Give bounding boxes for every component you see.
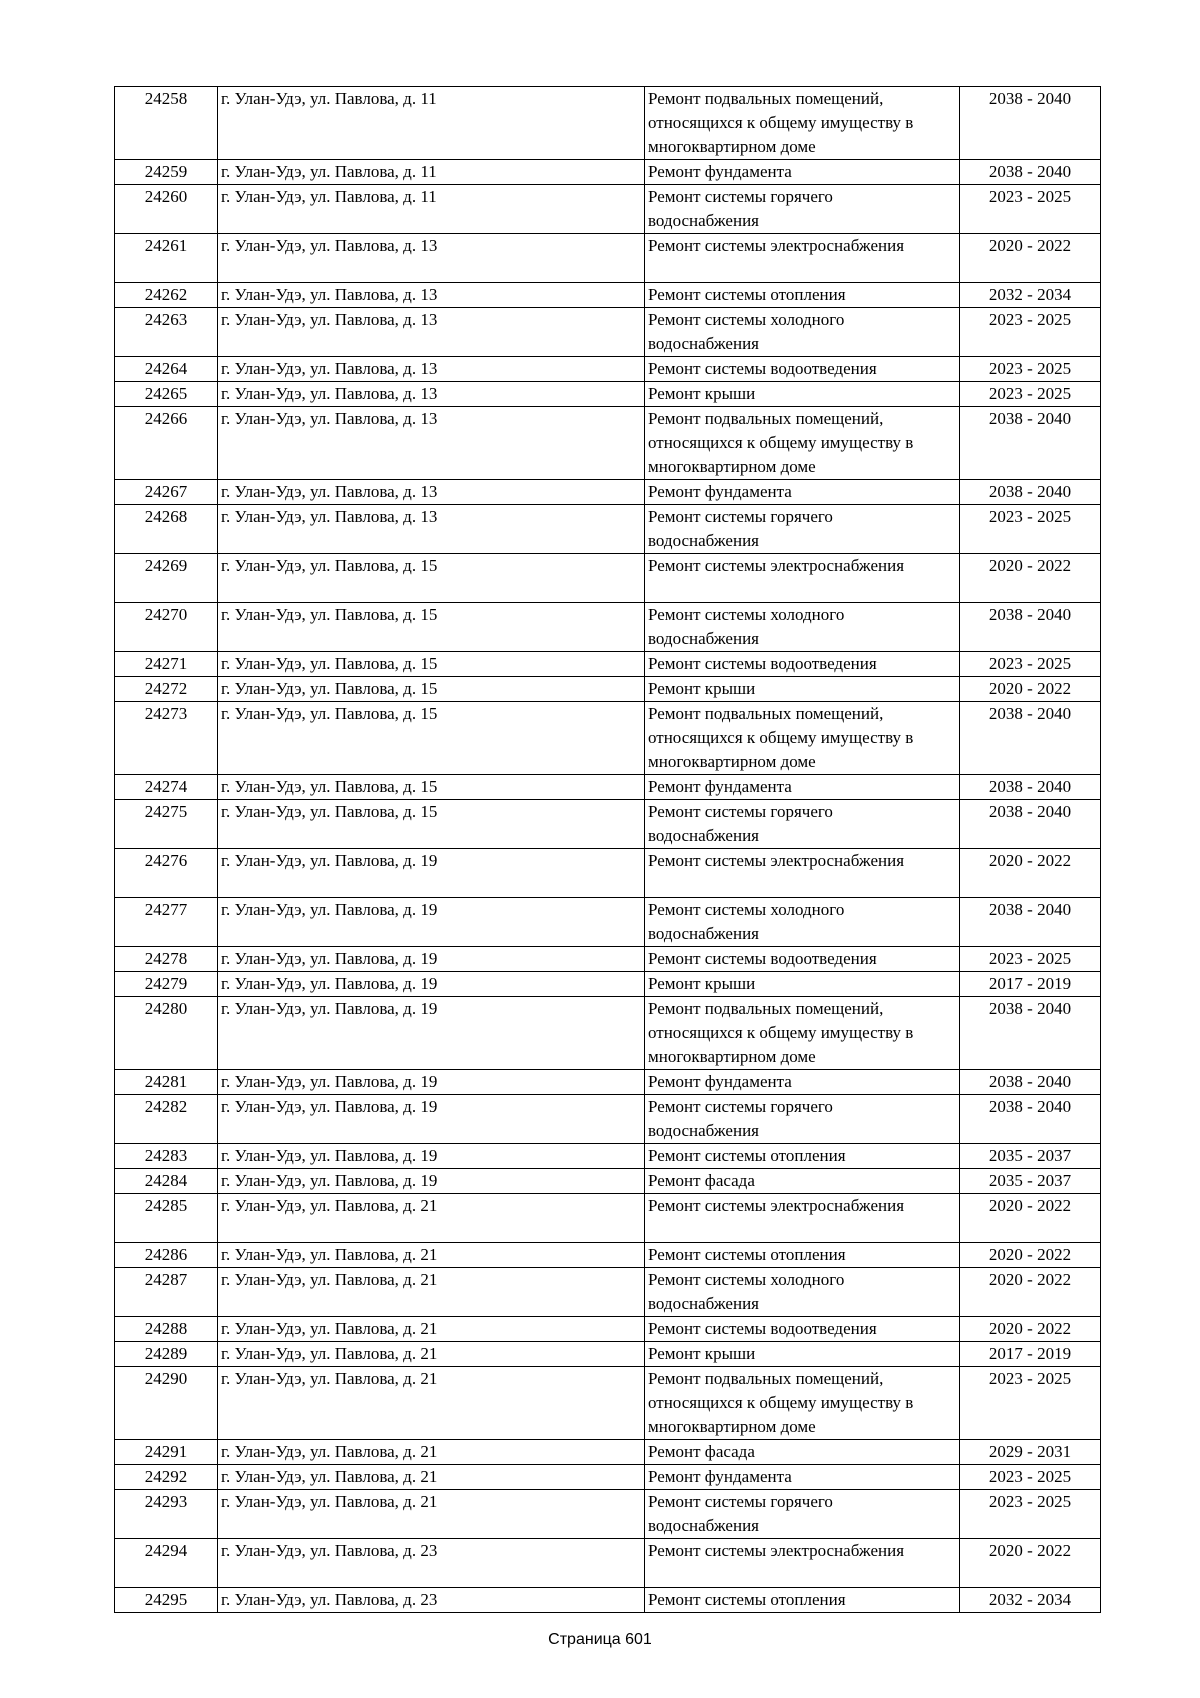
address-cell: г. Улан-Удэ, ул. Павлова, д. 13: [218, 480, 645, 505]
table-row: [115, 603, 1101, 652]
work-type-cell: [645, 308, 960, 357]
address-cell: г. Улан-Удэ, ул. Павлова, д. 13: [218, 382, 645, 407]
row-number-cell: 24281: [115, 1070, 218, 1095]
work-type-line: водоснабжения: [648, 1516, 759, 1535]
row-number-cell: 24259: [115, 160, 218, 185]
table-row: [115, 1317, 1101, 1342]
row-number-cell: 24287: [115, 1268, 218, 1317]
work-type-cell: [645, 702, 960, 775]
table-row: [115, 947, 1101, 972]
work-type-line: Ремонт системы водоотведения: [648, 1319, 877, 1338]
work-type-line: Ремонт подвальных помещений,: [648, 89, 884, 108]
address-cell: г. Улан-Удэ, ул. Павлова, д. 19: [218, 997, 645, 1070]
table-row: [115, 87, 1101, 160]
row-number-cell: 24268: [115, 505, 218, 554]
work-type-line: водоснабжения: [648, 531, 759, 550]
table-row: [115, 382, 1101, 407]
period-cell: 2038 - 2040: [960, 87, 1101, 160]
work-type-line: Ремонт фасада: [648, 1442, 755, 1461]
table-row: [115, 1144, 1101, 1169]
work-type-line: [648, 1218, 956, 1242]
period-cell: 2038 - 2040: [960, 997, 1101, 1070]
work-type-cell: [645, 677, 960, 702]
work-type-line: водоснабжения: [648, 1294, 759, 1313]
work-type-line: Ремонт системы горячего: [648, 187, 833, 206]
work-type-line: [648, 873, 956, 897]
work-type-line: Ремонт подвальных помещений,: [648, 999, 884, 1018]
work-type-line: Ремонт подвальных помещений,: [648, 1369, 884, 1388]
work-type-line: Ремонт фундамента: [648, 1467, 792, 1486]
period-cell: 2038 - 2040: [960, 1070, 1101, 1095]
work-type-cell: [645, 1317, 960, 1342]
table-row: [115, 554, 1101, 603]
work-type-cell: [645, 1169, 960, 1194]
work-type-line: Ремонт системы отопления: [648, 285, 846, 304]
address-cell: г. Улан-Удэ, ул. Павлова, д. 13: [218, 283, 645, 308]
work-type-cell: [645, 1440, 960, 1465]
period-cell: 2038 - 2040: [960, 160, 1101, 185]
period-cell: 2029 - 2031: [960, 1440, 1101, 1465]
table-row: [115, 849, 1101, 898]
work-type-cell: [645, 652, 960, 677]
address-cell: г. Улан-Удэ, ул. Павлова, д. 15: [218, 603, 645, 652]
period-cell: 2038 - 2040: [960, 1095, 1101, 1144]
period-cell: 2020 - 2022: [960, 1194, 1101, 1243]
row-number-cell: 24264: [115, 357, 218, 382]
work-type-line: Ремонт системы отопления: [648, 1590, 846, 1609]
work-type-line: Ремонт системы электроснабжения: [648, 1541, 905, 1560]
work-type-cell: [645, 800, 960, 849]
row-number-cell: 24289: [115, 1342, 218, 1367]
table-row: [115, 1095, 1101, 1144]
table-row: [115, 283, 1101, 308]
period-cell: 2023 - 2025: [960, 947, 1101, 972]
row-number-cell: 24263: [115, 308, 218, 357]
table-row: [115, 480, 1101, 505]
row-number-cell: 24270: [115, 603, 218, 652]
address-cell: г. Улан-Удэ, ул. Павлова, д. 19: [218, 849, 645, 898]
work-type-cell: [645, 898, 960, 947]
work-type-line: Ремонт крыши: [648, 384, 756, 403]
row-number-cell: 24284: [115, 1169, 218, 1194]
work-type-line: Ремонт системы горячего: [648, 802, 833, 821]
address-cell: г. Улан-Удэ, ул. Павлова, д. 15: [218, 554, 645, 603]
period-cell: 2023 - 2025: [960, 185, 1101, 234]
work-type-line: Ремонт фасада: [648, 1171, 755, 1190]
address-cell: г. Улан-Удэ, ул. Павлова, д. 11: [218, 87, 645, 160]
work-type-line: водоснабжения: [648, 334, 759, 353]
work-type-line: [648, 1563, 956, 1587]
work-type-cell: [645, 357, 960, 382]
work-type-cell: [645, 603, 960, 652]
work-type-line: относящихся к общему имуществу в: [648, 1023, 914, 1042]
table-row: [115, 407, 1101, 480]
table-row: [115, 652, 1101, 677]
work-type-line: Ремонт системы отопления: [648, 1146, 846, 1165]
table-body: [115, 87, 1101, 1613]
work-type-cell: [645, 775, 960, 800]
work-type-cell: [645, 947, 960, 972]
work-type-line: Ремонт системы холодного: [648, 1270, 845, 1289]
work-type-line: Ремонт крыши: [648, 1344, 756, 1363]
work-type-cell: [645, 1342, 960, 1367]
period-cell: 2020 - 2022: [960, 1317, 1101, 1342]
address-cell: г. Улан-Удэ, ул. Павлова, д. 19: [218, 972, 645, 997]
table-row: [115, 160, 1101, 185]
work-type-cell: [645, 1539, 960, 1588]
row-number-cell: 24292: [115, 1465, 218, 1490]
address-cell: г. Улан-Удэ, ул. Павлова, д. 21: [218, 1440, 645, 1465]
table-row: [115, 1490, 1101, 1539]
period-cell: 2017 - 2019: [960, 972, 1101, 997]
table-row: [115, 1243, 1101, 1268]
table-row: [115, 357, 1101, 382]
table-row: [115, 234, 1101, 283]
row-number-cell: 24271: [115, 652, 218, 677]
period-cell: 2017 - 2019: [960, 1342, 1101, 1367]
work-type-line: многоквартирном доме: [648, 457, 816, 476]
row-number-cell: 24293: [115, 1490, 218, 1539]
work-type-line: Ремонт подвальных помещений,: [648, 409, 884, 428]
period-cell: 2020 - 2022: [960, 1539, 1101, 1588]
table-row: [115, 1342, 1101, 1367]
row-number-cell: 24279: [115, 972, 218, 997]
work-type-cell: [645, 1490, 960, 1539]
row-number-cell: 24260: [115, 185, 218, 234]
work-type-line: водоснабжения: [648, 629, 759, 648]
work-type-line: многоквартирном доме: [648, 137, 816, 156]
period-cell: 2020 - 2022: [960, 1243, 1101, 1268]
period-cell: 2032 - 2034: [960, 1588, 1101, 1613]
row-number-cell: 24275: [115, 800, 218, 849]
address-cell: г. Улан-Удэ, ул. Павлова, д. 21: [218, 1490, 645, 1539]
repair-schedule-table: [114, 86, 1101, 1613]
work-type-cell: [645, 1268, 960, 1317]
period-cell: 2023 - 2025: [960, 382, 1101, 407]
work-type-cell: [645, 1367, 960, 1440]
address-cell: г. Улан-Удэ, ул. Павлова, д. 13: [218, 357, 645, 382]
address-cell: г. Улан-Удэ, ул. Павлова, д. 15: [218, 702, 645, 775]
work-type-cell: [645, 554, 960, 603]
work-type-cell: [645, 480, 960, 505]
table-row: [115, 677, 1101, 702]
work-type-line: Ремонт крыши: [648, 679, 756, 698]
work-type-cell: [645, 407, 960, 480]
table-row: [115, 505, 1101, 554]
address-cell: г. Улан-Удэ, ул. Павлова, д. 19: [218, 1144, 645, 1169]
table-row: [115, 1194, 1101, 1243]
period-cell: 2023 - 2025: [960, 308, 1101, 357]
work-type-cell: [645, 283, 960, 308]
address-cell: г. Улан-Удэ, ул. Павлова, д. 21: [218, 1367, 645, 1440]
work-type-line: Ремонт системы электроснабжения: [648, 556, 905, 575]
row-number-cell: 24277: [115, 898, 218, 947]
work-type-cell: [645, 1588, 960, 1613]
row-number-cell: 24266: [115, 407, 218, 480]
address-cell: г. Улан-Удэ, ул. Павлова, д. 19: [218, 1070, 645, 1095]
table-row: [115, 1465, 1101, 1490]
work-type-line: Ремонт системы холодного: [648, 605, 845, 624]
work-type-line: Ремонт системы водоотведения: [648, 949, 877, 968]
work-type-line: относящихся к общему имуществу в: [648, 1393, 914, 1412]
work-type-cell: [645, 1194, 960, 1243]
work-type-cell: [645, 1144, 960, 1169]
period-cell: 2023 - 2025: [960, 1465, 1101, 1490]
address-cell: г. Улан-Удэ, ул. Павлова, д. 19: [218, 947, 645, 972]
period-cell: 2020 - 2022: [960, 234, 1101, 283]
row-number-cell: 24269: [115, 554, 218, 603]
work-type-line: Ремонт системы горячего: [648, 1492, 833, 1511]
row-number-cell: 24280: [115, 997, 218, 1070]
period-cell: 2023 - 2025: [960, 1367, 1101, 1440]
work-type-line: Ремонт системы горячего: [648, 507, 833, 526]
period-cell: 2038 - 2040: [960, 775, 1101, 800]
row-number-cell: 24288: [115, 1317, 218, 1342]
address-cell: г. Улан-Удэ, ул. Павлова, д. 13: [218, 308, 645, 357]
table-row: [115, 1367, 1101, 1440]
row-number-cell: 24291: [115, 1440, 218, 1465]
work-type-line: водоснабжения: [648, 1121, 759, 1140]
address-cell: г. Улан-Удэ, ул. Павлова, д. 21: [218, 1268, 645, 1317]
period-cell: 2038 - 2040: [960, 480, 1101, 505]
address-cell: г. Улан-Удэ, ул. Павлова, д. 11: [218, 160, 645, 185]
row-number-cell: 24282: [115, 1095, 218, 1144]
work-type-line: многоквартирном доме: [648, 1417, 816, 1436]
row-number-cell: 24276: [115, 849, 218, 898]
work-type-line: Ремонт крыши: [648, 974, 756, 993]
address-cell: г. Улан-Удэ, ул. Павлова, д. 13: [218, 234, 645, 283]
table-row: [115, 1539, 1101, 1588]
work-type-line: Ремонт системы электроснабжения: [648, 236, 905, 255]
row-number-cell: 24290: [115, 1367, 218, 1440]
period-cell: 2020 - 2022: [960, 554, 1101, 603]
period-cell: 2038 - 2040: [960, 702, 1101, 775]
work-type-line: относящихся к общему имуществу в: [648, 113, 914, 132]
work-type-line: [648, 258, 956, 282]
period-cell: 2023 - 2025: [960, 357, 1101, 382]
address-cell: г. Улан-Удэ, ул. Павлова, д. 19: [218, 1169, 645, 1194]
row-number-cell: 24295: [115, 1588, 218, 1613]
work-type-line: Ремонт системы электроснабжения: [648, 851, 905, 870]
period-cell: 2038 - 2040: [960, 898, 1101, 947]
row-number-cell: 24285: [115, 1194, 218, 1243]
address-cell: г. Улан-Удэ, ул. Павлова, д. 15: [218, 775, 645, 800]
work-type-line: относящихся к общему имуществу в: [648, 728, 914, 747]
table-row: [115, 800, 1101, 849]
address-cell: г. Улан-Удэ, ул. Павлова, д. 21: [218, 1342, 645, 1367]
table-row: [115, 1169, 1101, 1194]
row-number-cell: 24272: [115, 677, 218, 702]
address-cell: г. Улан-Удэ, ул. Павлова, д. 15: [218, 677, 645, 702]
period-cell: 2020 - 2022: [960, 1268, 1101, 1317]
row-number-cell: 24274: [115, 775, 218, 800]
work-type-cell: [645, 160, 960, 185]
work-type-cell: [645, 234, 960, 283]
address-cell: г. Улан-Удэ, ул. Павлова, д. 11: [218, 185, 645, 234]
table-row: [115, 185, 1101, 234]
table-row: [115, 1268, 1101, 1317]
address-cell: г. Улан-Удэ, ул. Павлова, д. 15: [218, 652, 645, 677]
address-cell: г. Улан-Удэ, ул. Павлова, д. 23: [218, 1588, 645, 1613]
address-cell: г. Улан-Удэ, ул. Павлова, д. 21: [218, 1465, 645, 1490]
work-type-cell: [645, 382, 960, 407]
table-row: [115, 898, 1101, 947]
address-cell: г. Улан-Удэ, ул. Павлова, д. 19: [218, 898, 645, 947]
work-type-cell: [645, 1465, 960, 1490]
period-cell: 2020 - 2022: [960, 677, 1101, 702]
address-cell: г. Улан-Удэ, ул. Павлова, д. 21: [218, 1317, 645, 1342]
row-number-cell: 24265: [115, 382, 218, 407]
work-type-cell: [645, 87, 960, 160]
table-row: [115, 1440, 1101, 1465]
row-number-cell: 24262: [115, 283, 218, 308]
work-type-line: Ремонт фундамента: [648, 162, 792, 181]
table-row: [115, 1070, 1101, 1095]
work-type-line: водоснабжения: [648, 826, 759, 845]
address-cell: г. Улан-Удэ, ул. Павлова, д. 21: [218, 1243, 645, 1268]
work-type-cell: [645, 185, 960, 234]
work-type-cell: [645, 505, 960, 554]
work-type-line: Ремонт системы холодного: [648, 310, 845, 329]
period-cell: 2035 - 2037: [960, 1144, 1101, 1169]
table-row: [115, 775, 1101, 800]
work-type-cell: [645, 997, 960, 1070]
row-number-cell: 24261: [115, 234, 218, 283]
work-type-line: многоквартирном доме: [648, 1047, 816, 1066]
table-row: [115, 972, 1101, 997]
work-type-line: Ремонт системы водоотведения: [648, 654, 877, 673]
period-cell: 2038 - 2040: [960, 800, 1101, 849]
row-number-cell: 24283: [115, 1144, 218, 1169]
period-cell: 2020 - 2022: [960, 849, 1101, 898]
row-number-cell: 24278: [115, 947, 218, 972]
work-type-line: многоквартирном доме: [648, 752, 816, 771]
work-type-line: Ремонт системы водоотведения: [648, 359, 877, 378]
table-row: [115, 308, 1101, 357]
work-type-cell: [645, 1070, 960, 1095]
work-type-line: относящихся к общему имуществу в: [648, 433, 914, 452]
work-type-cell: [645, 1095, 960, 1144]
period-cell: 2023 - 2025: [960, 1490, 1101, 1539]
work-type-line: Ремонт системы электроснабжения: [648, 1196, 905, 1215]
page-number: Страница 601: [548, 1631, 652, 1648]
work-type-cell: [645, 972, 960, 997]
period-cell: 2038 - 2040: [960, 407, 1101, 480]
work-type-line: Ремонт системы горячего: [648, 1097, 833, 1116]
address-cell: г. Улан-Удэ, ул. Павлова, д. 21: [218, 1194, 645, 1243]
address-cell: г. Улан-Удэ, ул. Павлова, д. 19: [218, 1095, 645, 1144]
work-type-line: водоснабжения: [648, 211, 759, 230]
period-cell: 2023 - 2025: [960, 652, 1101, 677]
period-cell: 2035 - 2037: [960, 1169, 1101, 1194]
period-cell: 2032 - 2034: [960, 283, 1101, 308]
row-number-cell: 24286: [115, 1243, 218, 1268]
period-cell: 2023 - 2025: [960, 505, 1101, 554]
row-number-cell: 24258: [115, 87, 218, 160]
table-row: [115, 997, 1101, 1070]
work-type-line: [648, 578, 956, 602]
address-cell: г. Улан-Удэ, ул. Павлова, д. 15: [218, 800, 645, 849]
work-type-line: водоснабжения: [648, 924, 759, 943]
address-cell: г. Улан-Удэ, ул. Павлова, д. 13: [218, 505, 645, 554]
address-cell: г. Улан-Удэ, ул. Павлова, д. 23: [218, 1539, 645, 1588]
work-type-line: Ремонт подвальных помещений,: [648, 704, 884, 723]
address-cell: г. Улан-Удэ, ул. Павлова, д. 13: [218, 407, 645, 480]
table-row: [115, 1588, 1101, 1613]
work-type-line: Ремонт фундамента: [648, 482, 792, 501]
row-number-cell: 24267: [115, 480, 218, 505]
work-type-line: Ремонт фундамента: [648, 1072, 792, 1091]
work-type-cell: [645, 849, 960, 898]
work-type-line: Ремонт фундамента: [648, 777, 792, 796]
work-type-line: Ремонт системы отопления: [648, 1245, 846, 1264]
period-cell: 2038 - 2040: [960, 603, 1101, 652]
work-type-line: Ремонт системы холодного: [648, 900, 845, 919]
table-row: [115, 702, 1101, 775]
row-number-cell: 24273: [115, 702, 218, 775]
row-number-cell: 24294: [115, 1539, 218, 1588]
work-type-cell: [645, 1243, 960, 1268]
